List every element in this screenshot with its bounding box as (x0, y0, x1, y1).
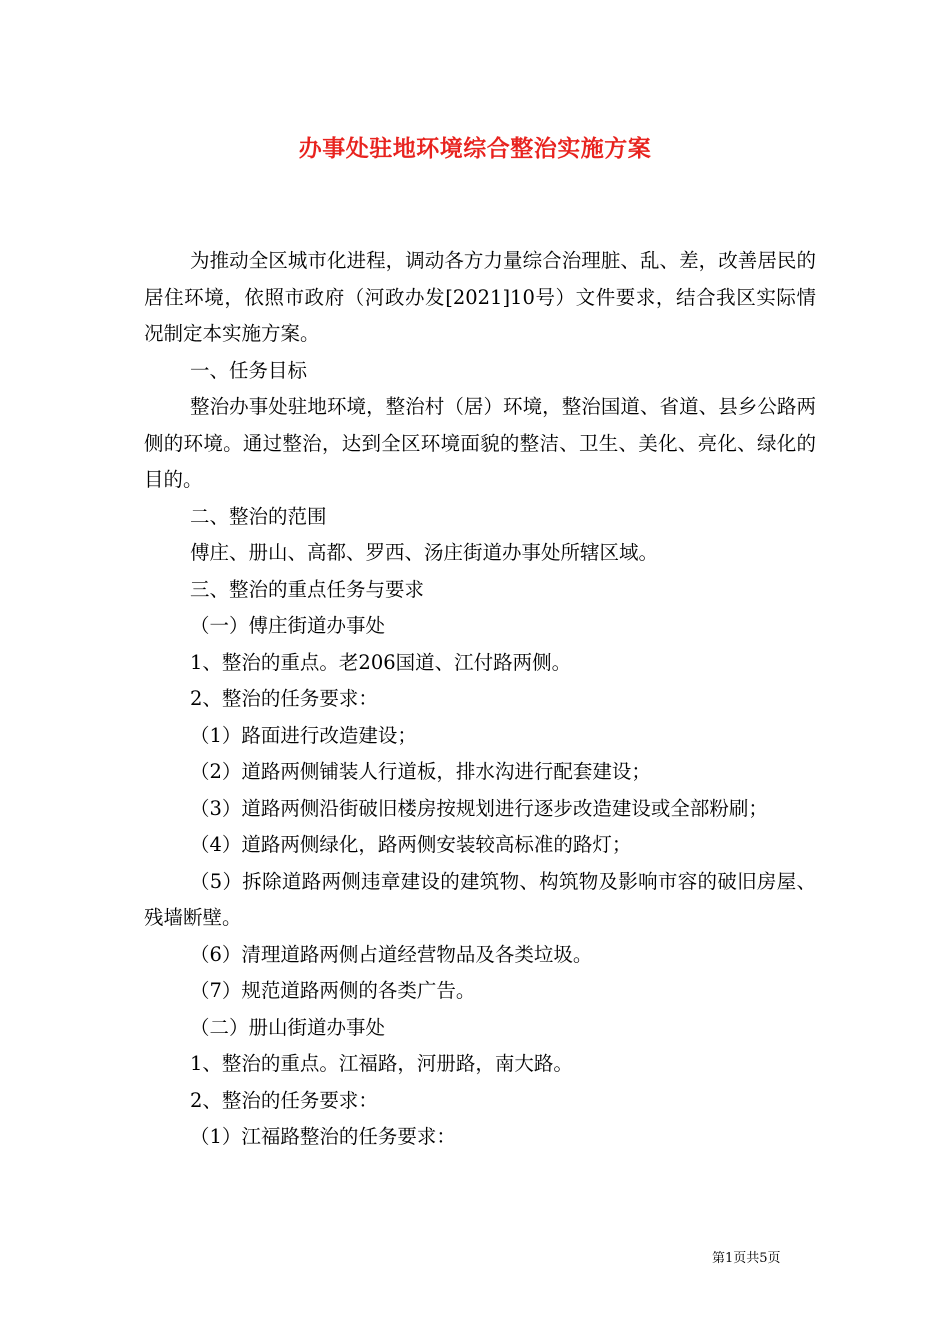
paragraph-scope: 傅庄、册山、高都、罗西、汤庄街道办事处所辖区域。 (190, 541, 659, 564)
paragraph-goal: 整治办事处驻地环境，整治村（居）环境，整治国道、省道、县乡公路两侧的环境。通过整治，达到全区环境面貌的整洁、卫生、美化、亮化、绿化的目的。 (144, 395, 816, 491)
list-item: 1、整治的重点。江福路，河册路，南大路。 (190, 1052, 573, 1075)
list-item: 1、整治的重点。老206国道、江付路两侧。 (190, 650, 572, 674)
document-title: 办事处驻地环境综合整治实施方案 (298, 135, 652, 162)
page-number: 第1页共5页 (712, 1251, 781, 1266)
list-item: （1）江福路整治的任务要求： (190, 1125, 456, 1148)
list-item: （3）道路两侧沿街破旧楼房按规划进行逐步改造建设或全部粉刷； (190, 796, 768, 820)
section-heading-2: 二、整治的范围 (190, 504, 327, 528)
list-item: （6）清理道路两侧占道经营物品及各类垃圾。 (190, 942, 593, 966)
list-item: （2）道路两侧铺装人行道板，排水沟进行配套建设； (190, 760, 651, 783)
section-heading-1: 一、任务目标 (190, 358, 308, 382)
list-item: 2、整治的任务要求： (190, 1088, 378, 1112)
section-heading-3: 三、整治的重点任务与要求 (190, 577, 425, 601)
subsection-heading-1: （一）傅庄街道办事处 (190, 614, 386, 637)
paragraph-intro: 为推动全区城市化进程，调动各方力量综合治理脏、乱、差，改善居民的居住环境，依照市政府（河政办发[2021]10号）文件要求，结合我区实际情况制定本实施方案。 (144, 249, 816, 345)
subsection-heading-2: （二）册山街道办事处 (190, 1015, 386, 1039)
document-body (144, 243, 816, 1156)
list-item: 2、整治的任务要求： (190, 687, 378, 710)
list-item: （1）路面进行改造建设； (190, 723, 417, 747)
list-item: （5）拆除道路两侧违章建设的建筑物、构筑物及影响市容的破旧房屋、残墙断壁。 (144, 869, 816, 929)
list-item: （7）规范道路两侧的各类广告。 (190, 979, 476, 1002)
list-item: （4）道路两侧绿化，路两侧安装较高标准的路灯； (190, 833, 632, 856)
